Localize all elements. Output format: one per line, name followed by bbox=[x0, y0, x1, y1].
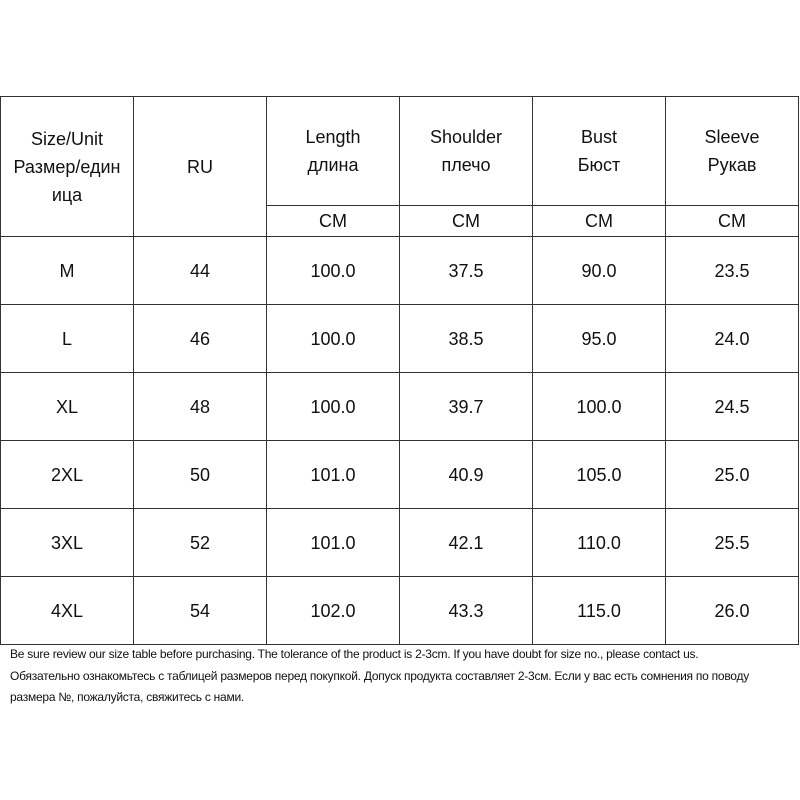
header-shoulder bbox=[400, 97, 533, 206]
table-row bbox=[1, 441, 799, 509]
header-ru-label: Рукав bbox=[707, 155, 757, 175]
shoulder-cell: 37.5 bbox=[400, 237, 533, 305]
table-row bbox=[1, 237, 799, 305]
header-en: Bust bbox=[580, 127, 618, 147]
table-row bbox=[1, 305, 799, 373]
unit-cell: CM bbox=[666, 206, 799, 237]
ru-cell: 48 bbox=[134, 373, 267, 441]
header-en: Length bbox=[305, 127, 361, 147]
unit-cell: CM bbox=[267, 206, 400, 237]
table-row bbox=[1, 509, 799, 577]
ru-cell: 46 bbox=[134, 305, 267, 373]
size-cell: 2XL bbox=[1, 441, 134, 509]
bust-cell: 110.0 bbox=[533, 509, 666, 577]
bust-cell: 105.0 bbox=[533, 441, 666, 509]
header-size-line: ица bbox=[51, 184, 83, 205]
shoulder-cell: 39.7 bbox=[400, 373, 533, 441]
header-en: Shoulder bbox=[429, 127, 503, 147]
length-cell: 101.0 bbox=[267, 441, 400, 509]
header-en: Sleeve bbox=[704, 127, 760, 147]
header-row bbox=[1, 97, 799, 206]
unit-cell: CM bbox=[400, 206, 533, 237]
bust-cell: 115.0 bbox=[533, 577, 666, 645]
size-cell: XL bbox=[1, 373, 134, 441]
shoulder-cell: 43.3 bbox=[400, 577, 533, 645]
size-cell: 4XL bbox=[1, 577, 134, 645]
header-size-line: Size/Unit bbox=[30, 128, 104, 149]
note-en: Be sure review our size table before purchasing. The tolerance of the product is 2-3cm. If you have doubt for size no., please contact us. bbox=[10, 647, 699, 661]
unit-cell: CM bbox=[533, 206, 666, 237]
size-cell: M bbox=[1, 237, 134, 305]
header-ru-label: длина bbox=[307, 155, 359, 175]
length-cell: 101.0 bbox=[267, 509, 400, 577]
size-cell: 3XL bbox=[1, 509, 134, 577]
size-table bbox=[0, 96, 799, 645]
bust-cell: 90.0 bbox=[533, 237, 666, 305]
shoulder-cell: 38.5 bbox=[400, 305, 533, 373]
length-cell: 100.0 bbox=[267, 237, 400, 305]
sleeve-cell: 26.0 bbox=[666, 577, 799, 645]
bust-cell: 95.0 bbox=[533, 305, 666, 373]
table-row bbox=[1, 577, 799, 645]
sleeve-cell: 25.5 bbox=[666, 509, 799, 577]
length-cell: 102.0 bbox=[267, 577, 400, 645]
shoulder-cell: 42.1 bbox=[400, 509, 533, 577]
ru-cell: 44 bbox=[134, 237, 267, 305]
ru-cell: 54 bbox=[134, 577, 267, 645]
header-ru: RU bbox=[134, 97, 267, 237]
ru-cell: 50 bbox=[134, 441, 267, 509]
size-cell: L bbox=[1, 305, 134, 373]
header-sleeve bbox=[666, 97, 799, 206]
length-cell: 100.0 bbox=[267, 373, 400, 441]
header-length bbox=[267, 97, 400, 206]
length-cell: 100.0 bbox=[267, 305, 400, 373]
header-ru-label: плечо bbox=[441, 155, 491, 175]
sleeve-cell: 24.5 bbox=[666, 373, 799, 441]
header-size bbox=[1, 97, 134, 237]
shoulder-cell: 40.9 bbox=[400, 441, 533, 509]
header-size-line: Размер/един bbox=[13, 156, 121, 177]
bust-cell: 100.0 bbox=[533, 373, 666, 441]
note-ru-1: Обязательно ознакомьтесь с таблицей размеров перед покупкой. Допуск продукта составляет 2-3см. Если у вас есть сомнения по поводу bbox=[10, 669, 749, 683]
note-ru-2: размера №, пожалуйста, свяжитесь с нами. bbox=[10, 690, 245, 704]
sleeve-cell: 25.0 bbox=[666, 441, 799, 509]
ru-cell: 52 bbox=[134, 509, 267, 577]
header-ru-label: Бюст bbox=[577, 155, 621, 175]
header-bust bbox=[533, 97, 666, 206]
table-row bbox=[1, 373, 799, 441]
sleeve-cell: 23.5 bbox=[666, 237, 799, 305]
sleeve-cell: 24.0 bbox=[666, 305, 799, 373]
